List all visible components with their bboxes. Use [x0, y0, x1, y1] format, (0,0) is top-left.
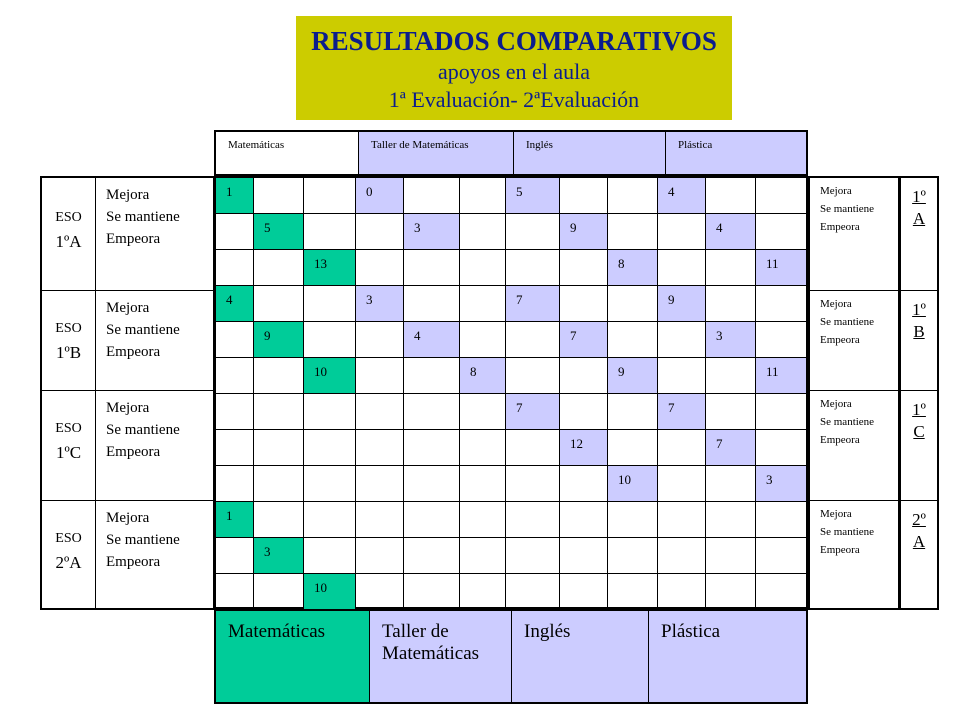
result-cell-plastica [706, 502, 756, 538]
result-cell-matematicas [216, 430, 254, 466]
group-name: 2ºA [55, 553, 82, 572]
result-cell-ingles [560, 538, 608, 574]
result-cell-plastica [658, 502, 706, 538]
result-cell-plastica [756, 574, 806, 610]
group-label-left [42, 390, 95, 500]
result-cell-matematicas [216, 358, 254, 394]
result-cell-taller [404, 466, 460, 502]
result-cell-matematicas [254, 394, 304, 430]
result-cell-plastica [706, 574, 756, 610]
group-year: 1º [912, 400, 926, 419]
result-cell-ingles [506, 250, 560, 286]
result-cell-ingles: 9 [560, 214, 608, 250]
result-cell-taller [404, 358, 460, 394]
result-cell-matematicas [304, 502, 356, 538]
level-label: Empeora [820, 544, 860, 556]
result-cell-matematicas [254, 286, 304, 322]
result-cell-ingles [608, 574, 658, 610]
level-label: Mejora [820, 185, 852, 197]
result-cell-plastica: 4 [658, 178, 706, 214]
result-cell-taller [460, 250, 506, 286]
title-evaluation: 1ª Evaluación- 2ªEvaluación [388, 87, 640, 112]
title-subtitle: apoyos en el aula [437, 59, 591, 84]
result-cell-plastica: 9 [658, 286, 706, 322]
level-list-right [810, 290, 898, 390]
result-cell-taller [356, 394, 404, 430]
level-label: Empeora [106, 231, 161, 247]
level-list-right [810, 178, 898, 290]
subject-matematicas: Matemáticas [216, 132, 359, 174]
result-cell-plastica [706, 538, 756, 574]
result-cell-matematicas [254, 574, 304, 610]
result-cell-ingles [608, 178, 658, 214]
result-cell-matematicas: 10 [304, 574, 356, 610]
result-cell-taller [460, 322, 506, 358]
eso-label: ESO [55, 421, 82, 436]
result-cell-ingles [506, 358, 560, 394]
group-label-right [901, 178, 937, 298]
subject-ingles: Inglés [514, 132, 666, 174]
result-cell-plastica [706, 250, 756, 286]
result-cell-ingles: 12 [560, 430, 608, 466]
result-cell-taller [404, 430, 460, 466]
result-cell-matematicas [254, 358, 304, 394]
level-label: Se mantiene [820, 416, 875, 428]
level-label: Se mantiene [106, 532, 180, 548]
result-cell-matematicas [216, 394, 254, 430]
result-cell-taller [404, 250, 460, 286]
level-label: Se mantiene [820, 203, 875, 215]
group-label-right [901, 500, 937, 621]
result-cell-matematicas [304, 394, 356, 430]
result-cell-matematicas [304, 178, 356, 214]
results-grid [214, 176, 808, 609]
group-label-right [901, 290, 937, 399]
result-cell-matematicas [254, 502, 304, 538]
result-cell-ingles [506, 322, 560, 358]
result-cell-plastica [756, 538, 806, 574]
group-name: 1ºB [55, 343, 82, 362]
level-label: Se mantiene [820, 526, 875, 538]
level-label: Mejora [820, 508, 852, 520]
group-name: 1ºA [55, 232, 82, 251]
result-cell-plastica: 4 [706, 214, 756, 250]
result-cell-taller [356, 502, 404, 538]
result-cell-plastica [756, 394, 806, 430]
group-label-left [42, 178, 95, 290]
result-cell-taller [404, 394, 460, 430]
result-cell-matematicas: 4 [216, 286, 254, 322]
result-cell-taller [460, 574, 506, 610]
result-cell-ingles [560, 502, 608, 538]
legend-matematicas: Matemáticas [216, 611, 370, 702]
level-label: Mejora [820, 398, 852, 410]
level-label: Empeora [820, 334, 860, 346]
result-cell-taller [404, 502, 460, 538]
result-cell-plastica: 3 [756, 466, 806, 502]
result-cell-taller [460, 430, 506, 466]
result-cell-matematicas [216, 574, 254, 610]
right-level-column [808, 176, 900, 610]
result-cell-matematicas: 10 [304, 358, 356, 394]
result-cell-ingles [506, 214, 560, 250]
result-cell-matematicas: 9 [254, 322, 304, 358]
group-letter: A [912, 209, 926, 228]
result-cell-matematicas [216, 214, 254, 250]
result-cell-ingles [506, 466, 560, 502]
level-label: Mejora [820, 298, 852, 310]
result-cell-taller: 8 [460, 358, 506, 394]
legend-plastica: Plástica [649, 611, 806, 702]
legend-taller: Taller de Matemáticas [370, 611, 512, 702]
result-cell-taller: 0 [356, 178, 404, 214]
result-cell-matematicas [216, 250, 254, 286]
result-cell-plastica [658, 538, 706, 574]
level-list-left [96, 500, 213, 612]
result-cell-taller [356, 250, 404, 286]
group-year: 1º [912, 187, 926, 206]
result-cell-ingles [608, 502, 658, 538]
level-list-left [96, 290, 213, 390]
level-label: Empeora [106, 554, 161, 570]
result-cell-matematicas [254, 430, 304, 466]
result-cell-ingles: 7 [560, 322, 608, 358]
title-main: RESULTADOS COMPARATIVOS [311, 26, 717, 56]
result-cell-taller [460, 502, 506, 538]
level-list-left [96, 178, 213, 290]
result-cell-ingles [608, 322, 658, 358]
result-cell-ingles: 7 [506, 286, 560, 322]
result-cell-matematicas [304, 430, 356, 466]
result-cell-plastica [756, 502, 806, 538]
left-group-column [40, 176, 96, 610]
level-list-right [810, 500, 898, 612]
result-cell-ingles [608, 538, 658, 574]
result-cell-matematicas [216, 466, 254, 502]
group-label-left [42, 290, 95, 390]
result-cell-taller [356, 322, 404, 358]
result-cell-taller [356, 214, 404, 250]
result-cell-plastica [706, 466, 756, 502]
result-cell-ingles [560, 466, 608, 502]
result-cell-matematicas [254, 466, 304, 502]
result-cell-matematicas [304, 322, 356, 358]
result-cell-taller: 3 [356, 286, 404, 322]
result-cell-ingles [608, 214, 658, 250]
result-cell-ingles: 7 [506, 394, 560, 430]
result-cell-ingles: 5 [506, 178, 560, 214]
result-cell-matematicas [304, 286, 356, 322]
result-cell-plastica [706, 358, 756, 394]
result-cell-plastica: 11 [756, 250, 806, 286]
group-label-left [42, 500, 95, 612]
result-cell-ingles: 10 [608, 466, 658, 502]
result-cell-ingles: 8 [608, 250, 658, 286]
group-letter: B [913, 322, 925, 341]
result-cell-taller: 3 [404, 214, 460, 250]
group-year: 2º [912, 510, 926, 529]
result-cell-plastica [756, 430, 806, 466]
result-cell-ingles [560, 358, 608, 394]
level-label: Se mantiene [106, 422, 180, 438]
result-cell-ingles [506, 430, 560, 466]
result-cell-taller [460, 214, 506, 250]
subject-plastica: Plástica [666, 132, 806, 174]
result-cell-plastica: 7 [658, 394, 706, 430]
result-cell-matematicas: 1 [216, 502, 254, 538]
result-cell-plastica: 3 [706, 322, 756, 358]
result-cell-taller [460, 538, 506, 574]
result-cell-plastica: 11 [756, 358, 806, 394]
level-label: Empeora [820, 221, 860, 233]
result-cell-ingles [560, 250, 608, 286]
result-cell-taller [356, 430, 404, 466]
group-letter: A [912, 532, 926, 551]
result-cell-matematicas: 13 [304, 250, 356, 286]
result-cell-taller [404, 574, 460, 610]
result-cell-taller: 4 [404, 322, 460, 358]
eso-label: ESO [55, 210, 82, 225]
result-cell-taller [404, 286, 460, 322]
result-cell-plastica: 7 [706, 430, 756, 466]
result-cell-ingles [560, 574, 608, 610]
result-cell-taller [460, 394, 506, 430]
result-cell-taller [460, 178, 506, 214]
result-cell-plastica [658, 214, 706, 250]
result-cell-plastica [756, 322, 806, 358]
group-name: 1ºC [55, 443, 82, 462]
level-label: Se mantiene [106, 322, 180, 338]
result-cell-taller [356, 466, 404, 502]
group-label-right [901, 390, 937, 509]
level-label: Se mantiene [106, 209, 180, 225]
result-cell-plastica [658, 466, 706, 502]
level-label: Empeora [106, 344, 161, 360]
result-cell-ingles [608, 286, 658, 322]
level-list-right [810, 390, 898, 500]
result-cell-matematicas [304, 466, 356, 502]
result-cell-ingles [608, 430, 658, 466]
level-label: Empeora [820, 434, 860, 446]
left-level-column [95, 176, 215, 610]
result-cell-ingles [608, 394, 658, 430]
result-cell-taller [404, 538, 460, 574]
subject-legend-bottom [214, 609, 808, 704]
eso-label: ESO [55, 531, 82, 546]
level-label: Mejora [106, 300, 150, 316]
result-cell-ingles [560, 394, 608, 430]
result-cell-ingles [506, 574, 560, 610]
result-cell-matematicas [216, 538, 254, 574]
level-list-left [96, 390, 213, 500]
result-cell-plastica [756, 214, 806, 250]
subject-header-top [214, 130, 808, 176]
result-cell-matematicas [216, 322, 254, 358]
group-year: 1º [912, 300, 926, 319]
level-label: Mejora [106, 187, 150, 203]
result-cell-taller [404, 178, 460, 214]
result-cell-plastica [658, 430, 706, 466]
result-cell-taller [356, 538, 404, 574]
result-cell-plastica [658, 574, 706, 610]
result-cell-plastica [658, 322, 706, 358]
level-label: Se mantiene [820, 316, 875, 328]
eso-label: ESO [55, 321, 82, 336]
result-cell-plastica [658, 250, 706, 286]
result-cell-taller [356, 358, 404, 394]
result-cell-ingles [560, 286, 608, 322]
result-cell-taller [460, 286, 506, 322]
result-cell-matematicas [254, 178, 304, 214]
result-cell-plastica [756, 286, 806, 322]
result-cell-ingles: 9 [608, 358, 658, 394]
result-cell-matematicas [254, 250, 304, 286]
result-cell-ingles [506, 538, 560, 574]
result-cell-plastica [706, 286, 756, 322]
right-group-column [899, 176, 939, 610]
result-cell-matematicas [304, 538, 356, 574]
result-cell-matematicas: 1 [216, 178, 254, 214]
result-cell-plastica [706, 178, 756, 214]
group-letter: C [913, 422, 925, 441]
legend-ingles: Inglés [512, 611, 649, 702]
result-cell-matematicas: 3 [254, 538, 304, 574]
result-cell-plastica [706, 394, 756, 430]
level-label: Mejora [106, 510, 150, 526]
result-cell-matematicas: 5 [254, 214, 304, 250]
level-label: Mejora [106, 400, 150, 416]
result-cell-plastica [658, 358, 706, 394]
result-cell-taller [356, 574, 404, 610]
subject-taller: Taller de Matemáticas [359, 132, 514, 174]
result-cell-taller [460, 466, 506, 502]
result-cell-ingles [506, 502, 560, 538]
result-cell-ingles [560, 178, 608, 214]
result-cell-matematicas [304, 214, 356, 250]
result-cell-plastica [756, 178, 806, 214]
level-label: Empeora [106, 444, 161, 460]
title-banner [296, 16, 732, 120]
